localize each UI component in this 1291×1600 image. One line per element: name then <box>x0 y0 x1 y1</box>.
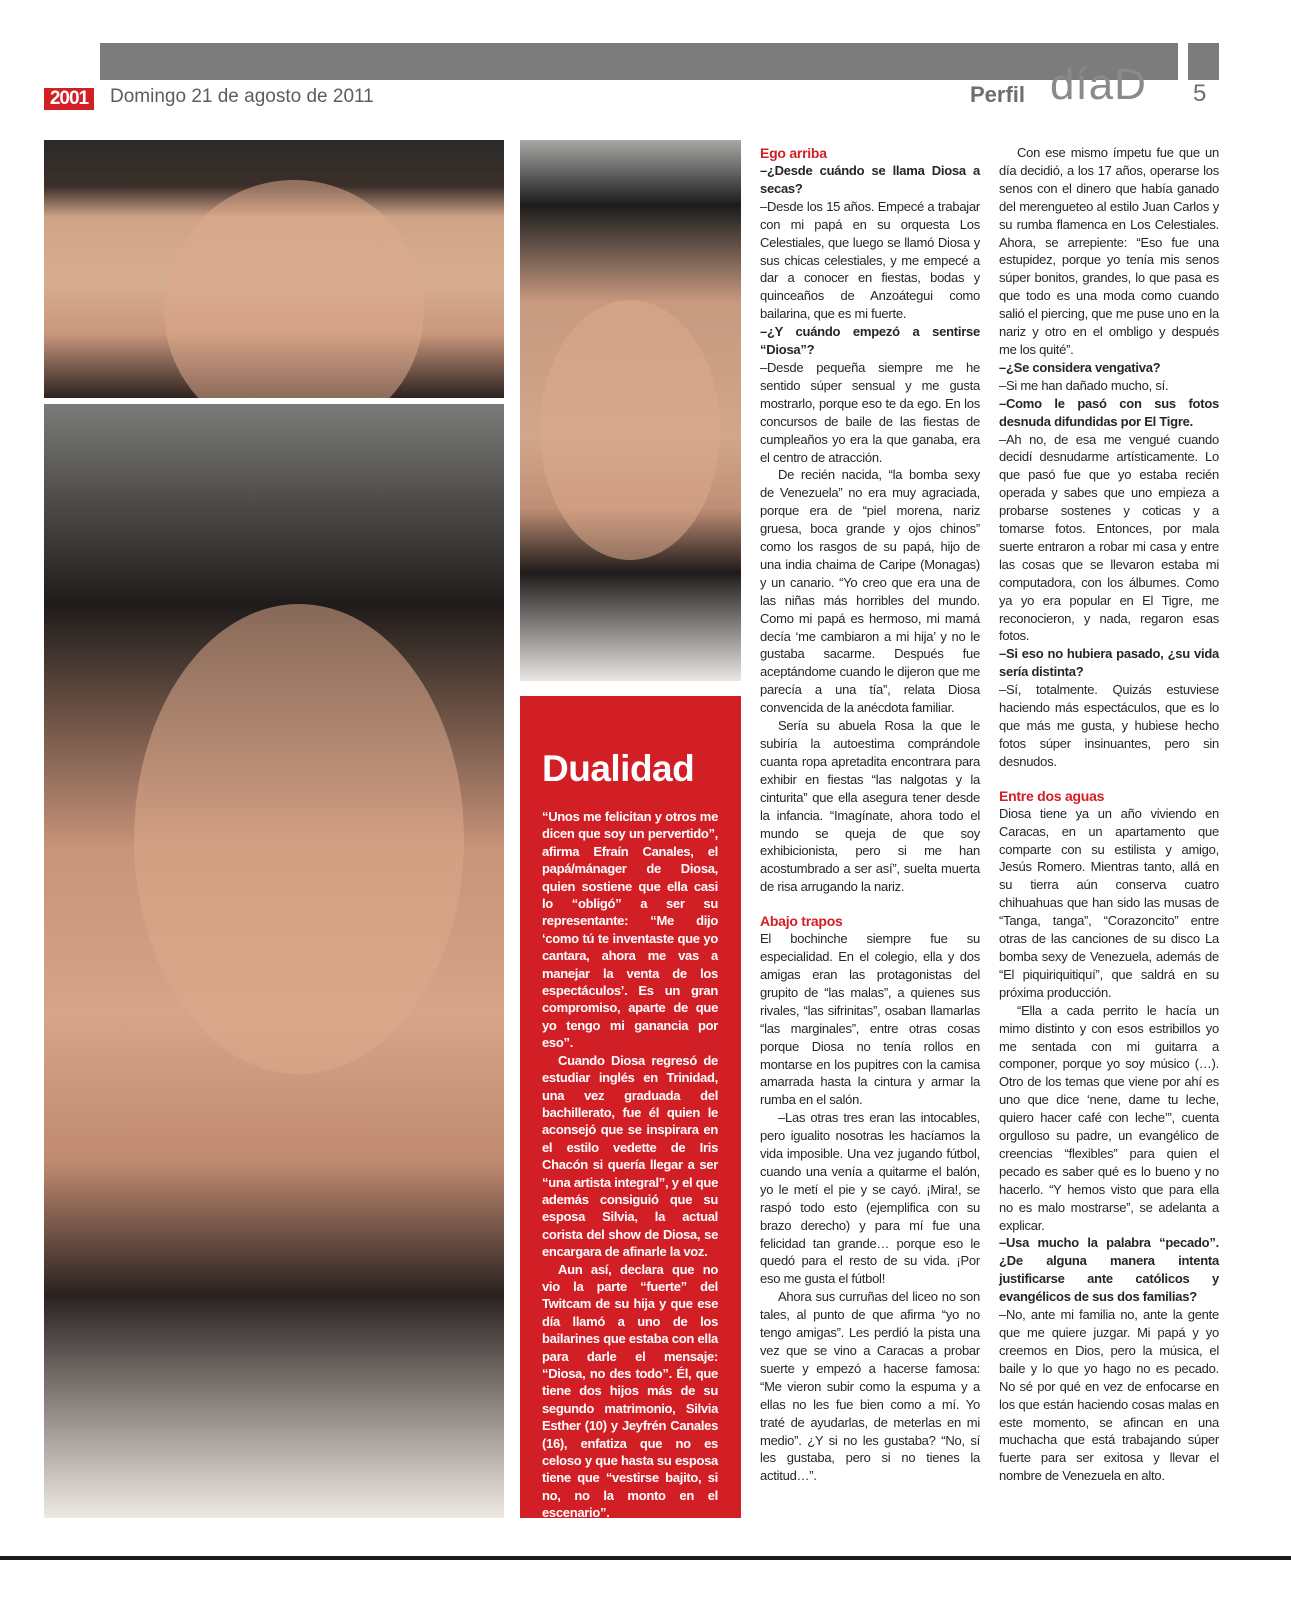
issue-date: Domingo 21 de agosto de 2011 <box>110 86 374 107</box>
body-paragraph: Sería su abuela Rosa la que le subiría la autoestima comprándole cuanta ropa apretadita encontrara para exhibir en fiestas “las nalgotas y la cinturita” que ella asegura tener desde la infancia. “Imagínate, ahora todo el mundo se queja de que soy exhibicionista, pero si me han acostumbrado a ser así”, suelta muerta de risa arrugando la nariz. <box>760 718 980 895</box>
interview-question: –¿Desde cuándo se llama Diosa a secas? <box>760 163 980 196</box>
section-label: Perfil <box>970 82 1026 107</box>
sidebar-box <box>520 696 741 1521</box>
face-shape <box>164 180 424 398</box>
photo-smiling-closeup <box>44 140 504 398</box>
header-divider <box>1185 43 1187 111</box>
sidebar-title: Dualidad <box>542 748 695 789</box>
interview-answer: –Desde los 15 años. Empecé a trabajar con mi papá en su orquesta Los Celestiales, que luego se llamó Diosa y sus chicas celestiales, y me empecé a dar a conocer en fiestas, bodas y quinceaños de Anzoátegui como bailarina, que es mi fuerte. <box>760 198 980 322</box>
interview-question: –¿Se considera vengativa? <box>999 359 1161 375</box>
subheading: Ego arriba <box>760 145 827 161</box>
subheading: Abajo trapos <box>760 913 843 930</box>
newspaper-logo: 2001 <box>44 88 94 110</box>
body-paragraph: El bochinche siempre fue su especialidad. En el colegio, ella y dos amigas eran las protagonistas del grupito de “las malas”, a quienes sus rivales, “las sifrinitas”, osaban llamarlas “las marginales”, entre otras cosas porque Diosa no tenía rollos en montarse en los pupitres con la camisa amarrada hasta la cintura y armar la rumba en el salón. <box>760 931 980 1108</box>
article-column-1 <box>760 144 980 1485</box>
photo-large-portrait <box>44 404 504 1518</box>
interview-answer: –No, ante mi familia no, ante la gente que me quiere juzgar. Mi papá y yo creemos en Dios, pero la música, el baile y lo que yo hago no es pecado. No sé por qué en vez de enfocarse en los que están haciendo cosas malas en este momento, se afincan en una muchacha que está trabajando súper fuerte para ser exitosa y llevar el nombre de Venezuela en alto. <box>999 1307 1219 1484</box>
page-number: 5 <box>1193 80 1207 107</box>
article-column-2 <box>999 144 1219 1485</box>
interview-answer: –Sí, totalmente. Quizás estuviese haciendo más espectáculos, que es lo que más me gusta, y hubiese hecho fotos súper insinuantes, pero sin desnudos. <box>999 682 1219 769</box>
body-paragraph: “Ella a cada perrito le hacía un mimo distinto y con esos estribillos yo me sentada con mi guitarra a componer, porque yo soy músico (…). Otro de los temas que viene por ahí es uno que dice ‘nene, dame tu leche, quiero hacer café con leche’”, cuenta orgulloso su padre, un evangélico de creencias “flexibles” para quien el pecado es saber qué es lo bueno y no hacerlo. “Y hemos visto que para ella no es malo mostrarse”, se adelanta a explicar. <box>999 1002 1219 1233</box>
subheading: Entre dos aguas <box>999 787 1105 804</box>
bottom-rule <box>0 1556 1291 1560</box>
sidebar-body <box>542 808 718 1522</box>
interview-answer: –Si me han dañado mucho, sí. <box>999 377 1169 393</box>
body-paragraph: Con ese mismo ímpetu fue que un día decidió, a los 17 años, operarse los senos con el dinero que había ganado del merengueteo al estilo Juan Carlos y su rumba flamenca en Los Celestiales. Ahora, se arrepiente: “Eso fue una estupidez, porque yo tenía mis senos súper bonitos, grandes, lo que pasa es que todo es una moda como cuando salió el piercing, que me puse uno en la nariz y otro en el ombligo y después me los quité”. <box>999 145 1219 357</box>
body-paragraph: Diosa tiene ya un año viviendo en Caracas, en un apartamento que comparte con su estilista y amigo, Jesús Romero. Mientras tanto, allá en su tierra aún conserva cuatro chihuahuas que han sido las musas de “Tanga, tanga”, “Corazoncito” entre otras de las canciones de su disco La bomba sexy de Venezuela, además de “El piquiriquitiquí”, que saldrá en su próxima producción. <box>999 805 1219 1000</box>
interview-answer: –Desde pequeña siempre me he sentido súper sensual y me gusta mostrarlo, porque eso te da ego. En los concursos de baile de las fiestas de cumpleaños yo era la que ganaba, era el centro de atracción. <box>760 359 980 465</box>
interview-question: –¿Y cuándo empezó a sentirse “Diosa”? <box>760 324 980 358</box>
supplement-brand: díaD <box>1050 60 1147 109</box>
face-shape <box>134 604 464 1074</box>
sidebar-paragraph: “Unos me felicitan y otros me dicen que soy un pervertido”, afirma Efraín Canales, el papá/mánager de Diosa, quien sostiene que ella casi lo “obligó” a ser su representante: “Me dijo ‘como tú te inventaste que yo cantara, ahora me vas a manejar la venta de los espectáculos’. Es un gran compromiso, aparte de que yo tengo mi ganancia por eso”. <box>542 809 718 1051</box>
interview-question: –Como le pasó con sus fotos desnuda difundidas por El Tigre. <box>999 395 1219 429</box>
photo-pout-portrait <box>520 140 741 681</box>
interview-question: –Usa mucho la palabra “pecado”. ¿De alguna manera intenta justificarse ante católicos y evangélicos de sus dos familias? <box>999 1235 1219 1305</box>
sidebar-paragraph: Aun así, declara que no vio la parte “fuerte” del Twitcam de su hija y que ese día llamó a uno de los bailarines que estaba con ella para darle el mensaje: “Diosa, no des todo”. Él, que tiene dos hijos más de su segundo matrimonio, Silvia Esther (10) y Jeyfrén Canales (16), enfatiza que no es celoso y que hasta su esposa tiene que “vestirse bajito, si no, no la monto en el escenario”. <box>542 1261 718 1521</box>
sidebar-paragraph: Cuando Diosa regresó de estudiar inglés en Trinidad, una vez graduada del bachillerato, fue él quien le aconsejó que se inspirara en el estilo vedette de Iris Chacón si quería llegar a ser “una artista integral”, y el que además consiguió que su esposa Silvia, la actual corista del show de Diosa, se encargara de afinarle la voz. <box>542 1052 718 1260</box>
interview-answer: –Ah no, de esa me vengué cuando decidí desnudarme artísticamente. Lo que pasó fue que yo estaba recién operada y sabes que uno empieza a probarse sostenes y coticas y a tomarse fotos. Entonces, por mala suerte entraron a robar mi casa y entre las cosas que se llevaron estaba mi computadora, con los álbumes. Como ya yo era popular en El Tigre, me reconocieron, y nada, regaron esas fotos. <box>999 431 1219 644</box>
body-paragraph: De recién nacida, “la bomba sexy de Venezuela” no era muy agraciada, porque era de “piel morena, nariz gruesa, boca grande y ojos chinos” como los rasgos de su papá, hijo de una india chaima de Caripe (Monagas) y un canario. “Yo creo que era una de las niñas más horribles del mundo. Como mi papá es hermoso, mi mamá decía ‘me cambiaron a mi hija’ y no le gustaba sacarme. Después fue aceptándome cuando le dijeron que me parecía a una tía”, relata Diosa convencida de la anécdota familiar. <box>760 467 980 716</box>
body-paragraph: –Las otras tres eran las intocables, pero igualito nosotras les hacíamos la vida imposible. Una vez jugando fútbol, cuando una venía a quitarme el balón, yo le metí el pie y se cayó. ¡Mira!, se raspó todo esto (ejemplifica con su brazo derecho) y para mí fue una felicidad tan grande… porque eso le quedó para el resto de su vida. ¡Por eso me gusta el fútbol! <box>760 1110 980 1287</box>
body-paragraph: Ahora sus curruñas del liceo no son tales, al punto de que afirma “yo no tengo amigas”. Les perdió la pista una vez que se vino a Caracas a probar suerte y empezó a hacerse famosa: “Me vieron subir como la espuma y a ellas no les fue bien como a mí. Yo traté de ayudarlas, de meterlas en mi medio”. ¿Y si no les gustaba? “No, sí les gustaba, pero si no tienes la actitud…”. <box>760 1289 980 1484</box>
interview-question: –Si eso no hubiera pasado, ¿su vida sería distinta? <box>999 646 1219 680</box>
face-shape <box>540 300 720 560</box>
